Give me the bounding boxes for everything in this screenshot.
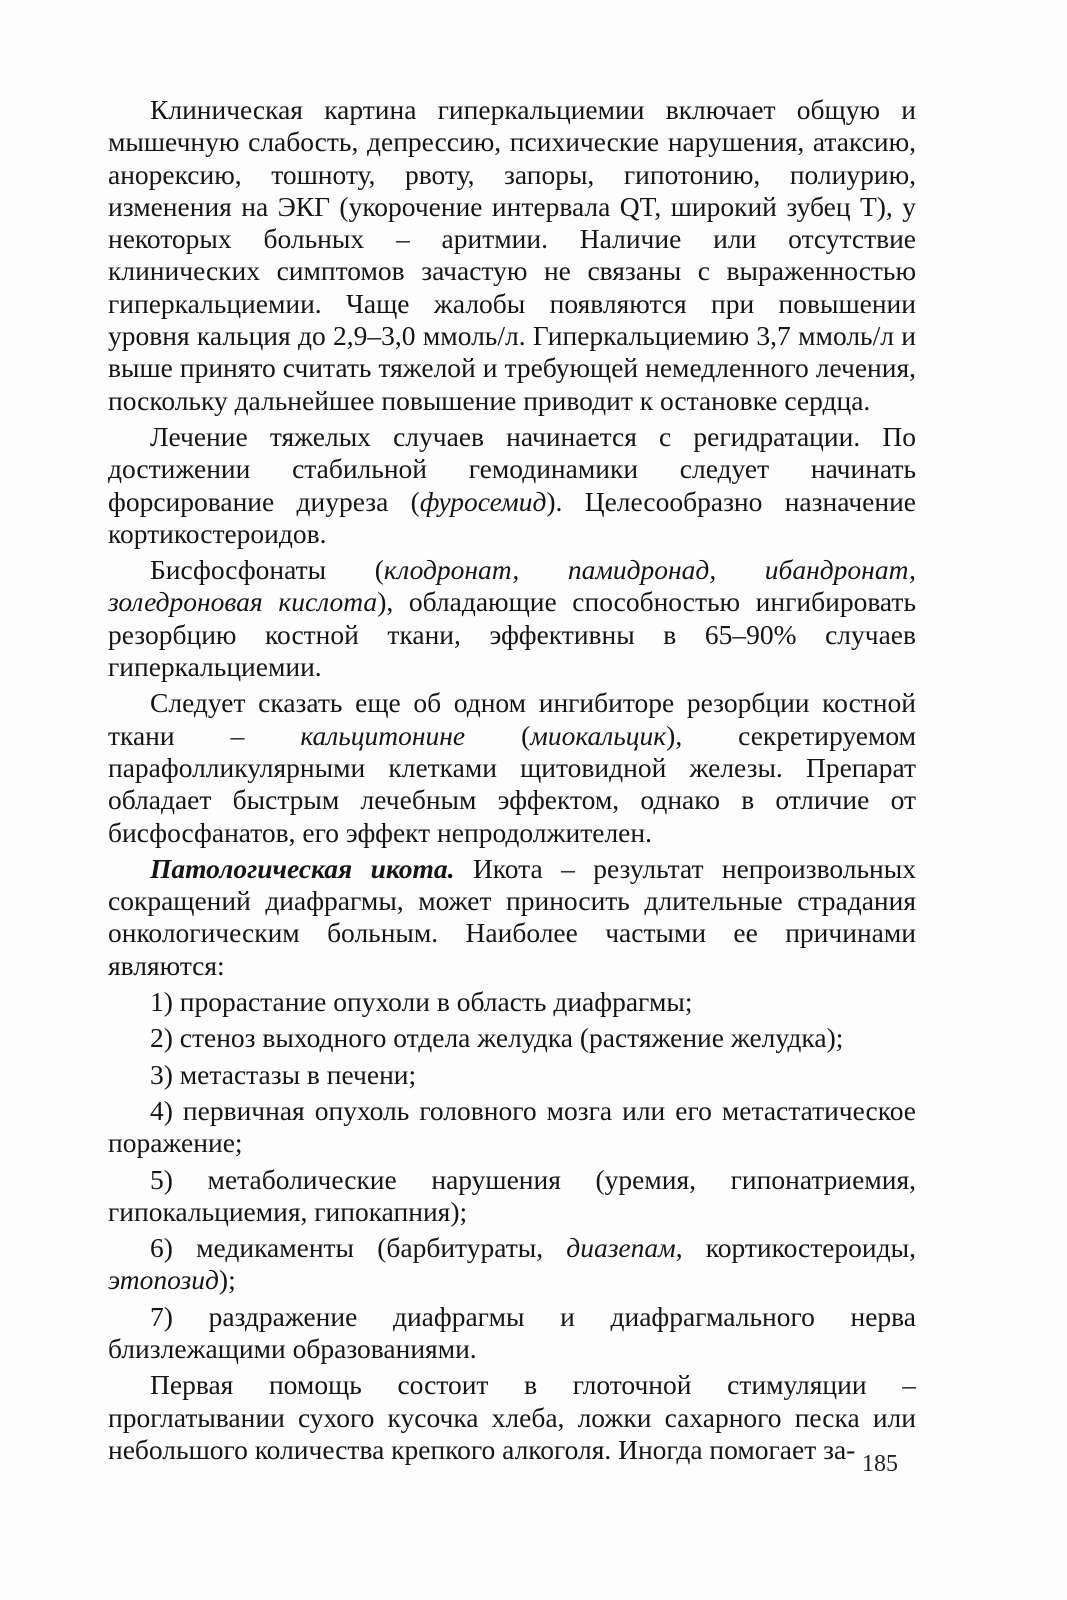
paragraph-bisphosphonates [108, 554, 916, 683]
text-run: ), секретируемом парафолликулярными клетками щитовидной железы. Препарат обладает быстрым лечебным эффектом, однако в отличие от бисфосфанатов, его эффект непродолжителен. [108, 719, 916, 848]
text-run: ); [218, 1264, 236, 1296]
text-run: ( [465, 719, 531, 751]
page-number: 185 [862, 1451, 898, 1477]
list-item: 1) прорастание опухоли в область диафрагмы; [150, 986, 693, 1018]
page-text [108, 94, 916, 1470]
drug-name: фуросемид [419, 485, 547, 517]
text-run: Лечение тяжелых случаев начинается с регидратации. По достижении стабильной гемодинамики следует начинать форсирование диуреза ( [108, 420, 916, 517]
list-item: 3) метастазы в печени; [150, 1058, 417, 1090]
drug-names: клодронат, памидронад, ибандронат, золедроновая кислота [108, 554, 916, 618]
drug-name: кальцитонине [300, 719, 466, 751]
drug-name: этопозид [108, 1264, 219, 1296]
list-item: 5) метаболические нарушения (уремия, гипонатриемия, гипокальциемия, гипокапния); [108, 1163, 916, 1227]
text-run: ). Целесообразно назначение кортикостероидов. [108, 485, 917, 549]
text-run: Следует сказать еще об одном ингибиторе резорбции костной ткани – [108, 687, 916, 751]
section-heading: Патологическая икота. [150, 852, 455, 884]
text-run: Икота – результат непроизвольных сокращений диафрагмы, может приносить длительные страдания онкологическим больным. Наиболее частыми ее причинами являются: [108, 852, 916, 981]
paragraph-calcitonin [108, 687, 916, 848]
list-item: 2) стеноз выходного отдела желудка (растяжение желудка); [150, 1022, 844, 1054]
paragraph-treatment [108, 421, 916, 550]
text-run: ), обладающие способностью ингибировать резорбцию костной ткани, эффективны в 65–90% случаев гиперкальциемии. [108, 586, 916, 683]
text-run: Бисфосфонаты ( [150, 554, 384, 586]
list-item: 7) раздражение диафрагмы и диафрагмального нерва близлежащими образованиями. [108, 1300, 916, 1364]
list-item [108, 1232, 916, 1297]
drug-name: диазепам [566, 1232, 676, 1264]
paragraph-hiccup [108, 853, 916, 982]
paragraph-hypercalcemia-clinic: Клиническая картина гиперкальциемии включает общую и мышечную слабость, депрессию, психические нарушения, атаксию, анорексию, тошноту, рвоту, запоры, гипотонию, полиурию, изменения на ЭКГ (укорочение интервала QT, широкий зубец T), у некоторых больных – аритмии. Наличие или отсутствие клинических симптомов зачастую не связаны с выраженностью гиперкальциемии. Чаще жалобы появляются при повышении уровня кальция до 2,9–3,0 ммоль/л. Гиперкальциемию 3,7 ммоль/л и выше принято считать тяжелой и требующей немедленного лечения, поскольку дальнейшее повышение приводит к остановке сердца. [108, 94, 916, 416]
drug-name: миокальцик [530, 719, 667, 751]
text-run: , кортикостероиды, [675, 1232, 916, 1264]
list-item: 4) первичная опухоль головного мозга или его метастатическое поражение; [108, 1094, 916, 1159]
paragraph-first-aid: Первая помощь состоит в глоточной стимуляции – проглатывании сухого кусочка хлеба, ложки сахарного песка или небольшого количества крепкого алкоголя. Иногда помогает за- [108, 1369, 916, 1465]
text-run: 6) медикаменты (барбитураты, [150, 1232, 567, 1264]
